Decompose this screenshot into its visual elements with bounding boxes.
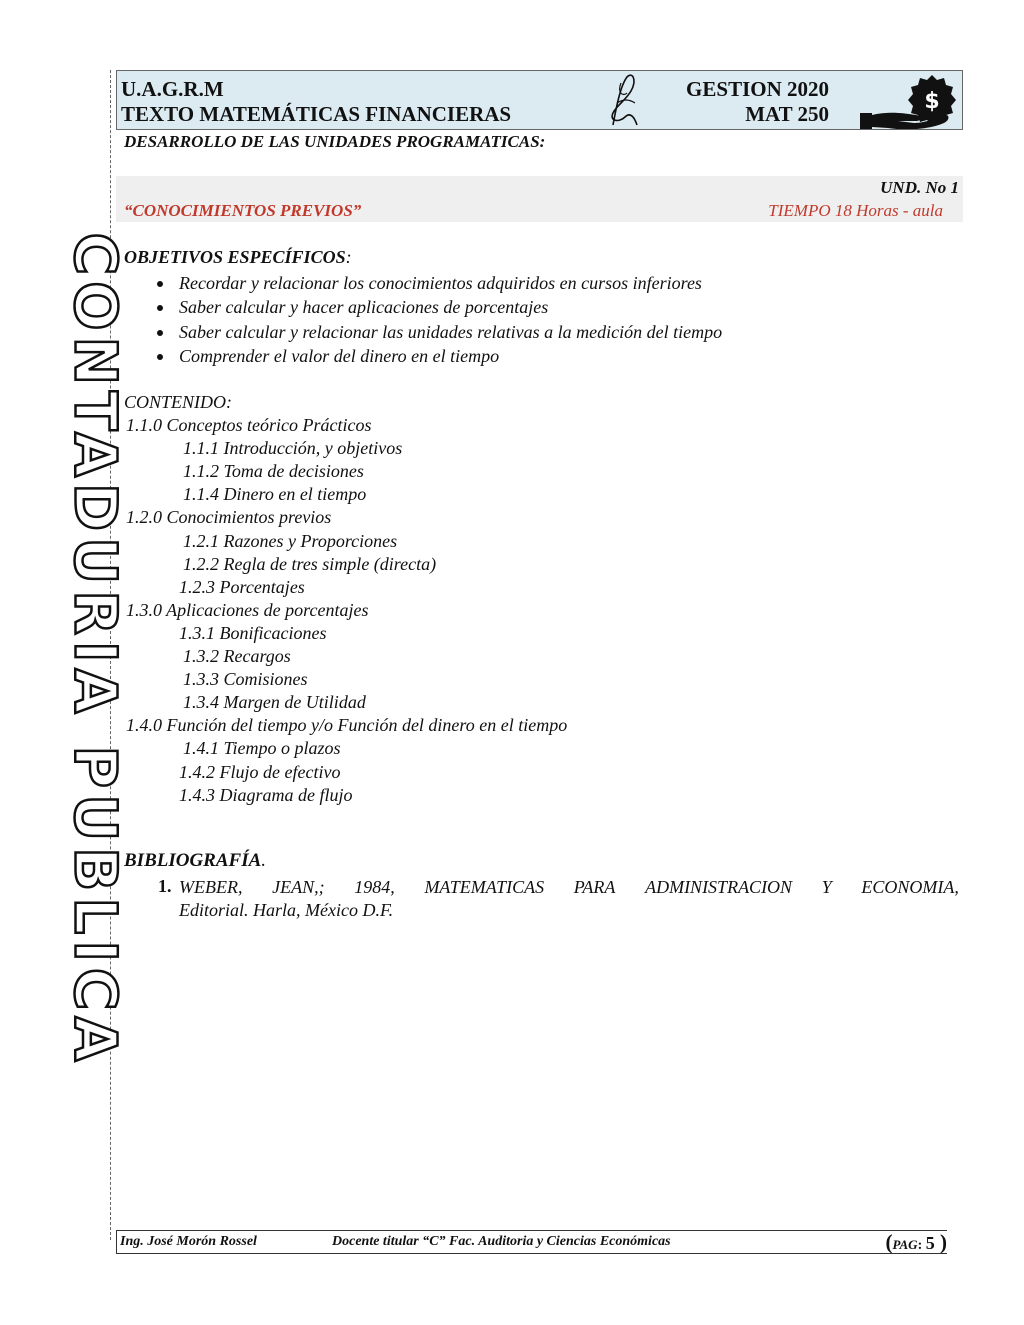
- content-item: 1.3.2 Recargos: [183, 646, 291, 666]
- content-item: 1.3.1 Bonificaciones: [179, 622, 327, 643]
- money-hand-icon: [858, 73, 958, 134]
- unit-title: “CONOCIMIENTOS PREVIOS”: [124, 201, 362, 220]
- bibliography-word: 1984,: [354, 877, 395, 897]
- list-item: Recordar y relacionar los conocimientos adquiridos en cursos inferiores: [154, 271, 722, 295]
- content-item: 1.2.0 Conocimientos previos: [126, 507, 332, 528]
- bibliography-entry: [179, 876, 959, 922]
- gestion-year: GESTION 2020: [686, 77, 829, 101]
- bibliography-word: Y: [821, 877, 832, 897]
- page-number: (PAG: 5 ): [885, 1230, 947, 1254]
- bibliography-word: MATEMATICAS: [424, 877, 545, 897]
- content-item: 1.1.1 Introducción, y objetivos: [183, 438, 403, 459]
- content-item: 1.4.0 Función del tiempo y/o Función del dinero en el tiempo: [126, 715, 568, 736]
- content-item: 1.3.0 Aplicaciones de porcentajes: [126, 599, 369, 620]
- list-item: Comprender el valor del dinero en el tiempo: [154, 344, 722, 368]
- content-item: 1.1.4 Dinero en el tiempo: [183, 484, 367, 505]
- unit-band: [116, 176, 963, 222]
- list-item: Saber calcular y hacer aplicaciones de porcentajes: [154, 295, 722, 319]
- content-item: 1.4.3 Diagrama de flujo: [179, 784, 353, 805]
- bibliography-number: 1.: [158, 876, 172, 896]
- footer-role: Docente titular “C” Fac. Auditoria y Ciencias Económicas: [332, 1234, 671, 1249]
- svg-text:$: $: [924, 89, 940, 114]
- objectives-heading: OBJETIVOS ESPECÍFICOS:: [124, 247, 352, 267]
- university-name: U.A.G.R.M: [121, 77, 224, 101]
- bibliography-word: JEAN,;: [272, 877, 325, 897]
- bibliography-heading: BIBLIOGRAFÍA.: [124, 850, 267, 871]
- content-item: 1.2.1 Razones y Proporciones: [183, 530, 398, 551]
- bibliography-word: ECONOMIA,: [861, 877, 959, 897]
- content-item: 1.2.3 Porcentajes: [179, 576, 305, 597]
- content-item: 1.3.3 Comisiones: [183, 669, 308, 690]
- content-item: 1.1.2 Toma de decisiones: [183, 461, 364, 482]
- content-item: 1.3.4 Margen de Utilidad: [183, 692, 366, 713]
- unit-number: UND. No 1: [880, 178, 959, 197]
- bibliography-word: PARA: [573, 877, 616, 897]
- list-item: Saber calcular y relacionar las unidades relativas a la medición del tiempo: [154, 320, 722, 344]
- bibliography-word: ADMINISTRACION: [645, 877, 793, 897]
- section-subtitle: DESARROLLO DE LAS UNIDADES PROGRAMATICAS:: [124, 132, 546, 151]
- content-item: 1.2.2 Regla de tres simple (directa): [183, 553, 437, 574]
- content-item: 1.4.1 Tiempo o plazos: [183, 738, 341, 759]
- content-item: 1.4.2 Flujo de efectivo: [179, 761, 341, 782]
- bibliography-line-1: [179, 876, 959, 899]
- side-watermark: CONTADURIA PUBLICA: [61, 232, 130, 1068]
- footer-author: Ing. José Morón Rossel: [120, 1234, 257, 1249]
- content-heading: CONTENIDO:: [124, 392, 233, 412]
- bibliography-line-2: Editorial. Harla, México D.F.: [179, 900, 394, 920]
- bibliography-word: WEBER,: [179, 877, 243, 897]
- course-code: MAT 250: [745, 102, 829, 126]
- page-footer: [116, 1230, 947, 1254]
- objectives-list: [154, 271, 722, 368]
- content-item: 1.1.0 Conceptos teórico Prácticos: [126, 415, 372, 435]
- signature-logo-icon: [607, 73, 641, 134]
- page-header: [116, 70, 963, 130]
- text-title: TEXTO MATEMÁTICAS FINANCIERAS: [121, 102, 512, 126]
- unit-time: TIEMPO 18 Horas - aula: [768, 201, 943, 220]
